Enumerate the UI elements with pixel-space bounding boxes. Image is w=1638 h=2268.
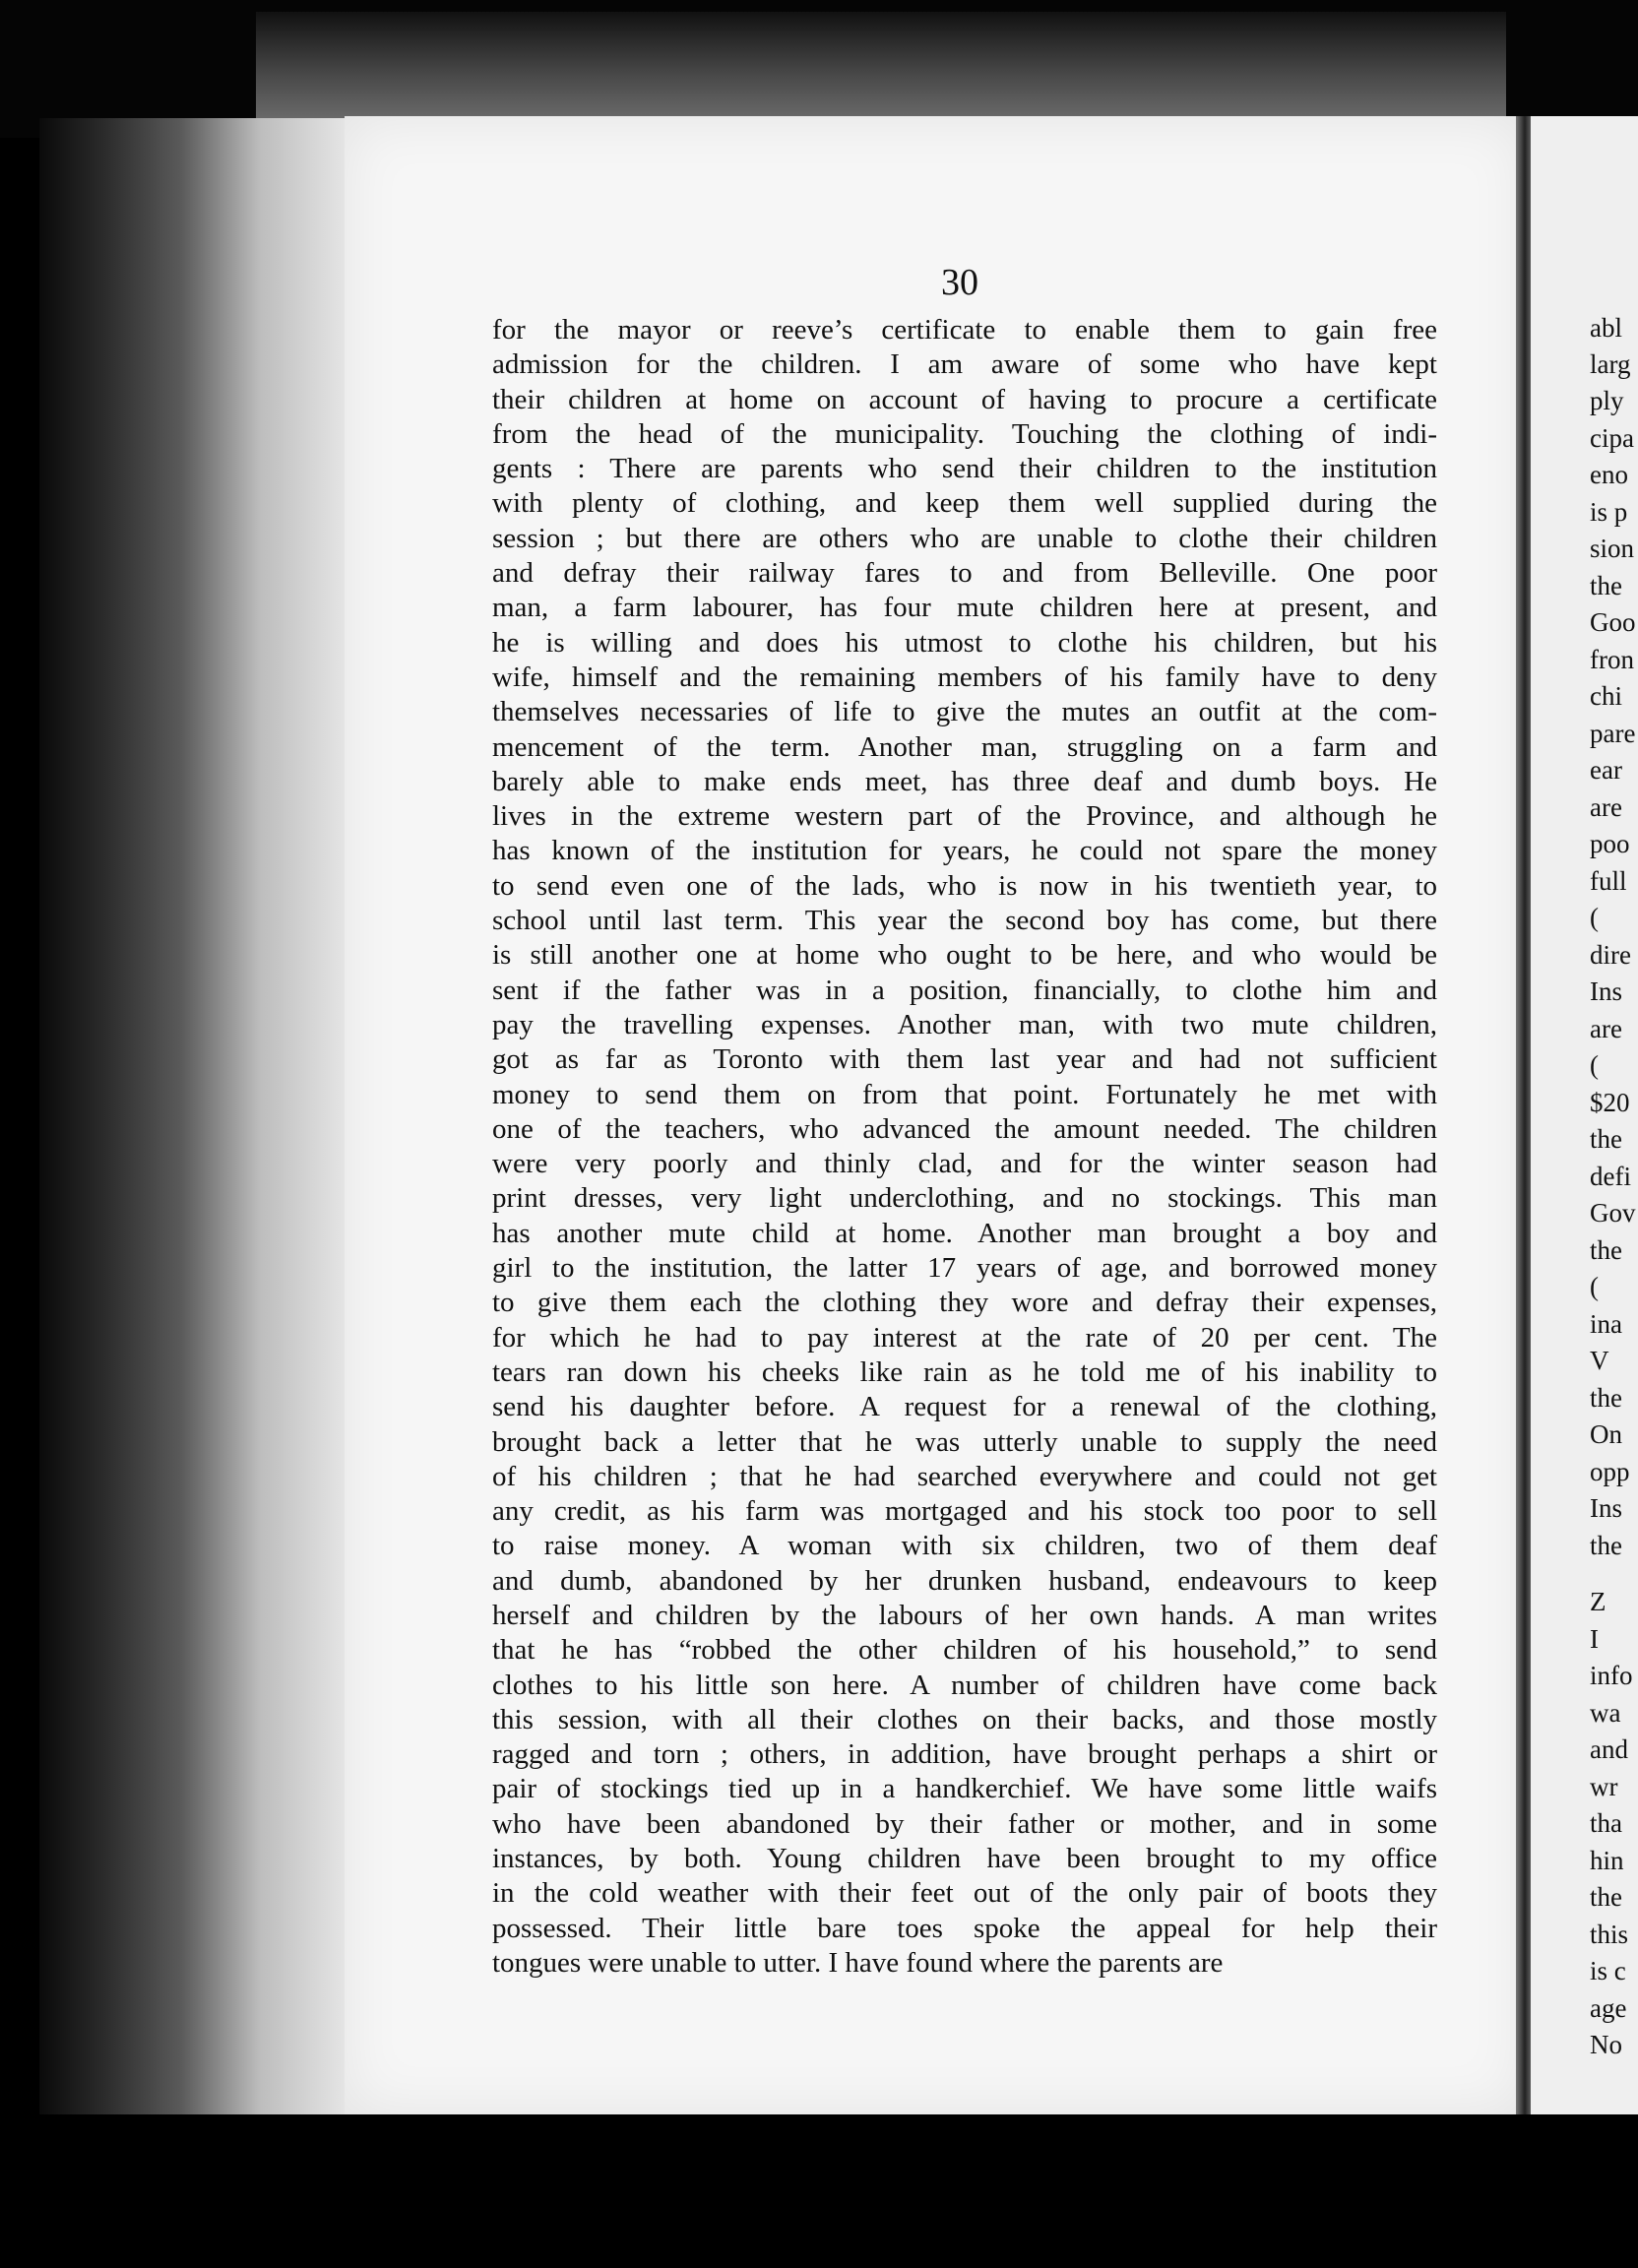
- facing-page-fragment: Ins: [1590, 1493, 1622, 1523]
- facing-page-fragment: the: [1590, 571, 1622, 600]
- text-line: brought back a letter that he was utterly unable to supply the need: [492, 1425, 1437, 1458]
- text-line: pair of stockings tied up in a handkerchief. We have some little waifs: [492, 1773, 1437, 1805]
- facing-page-fragment: Goo: [1590, 607, 1636, 637]
- text-line: for the mayor or reeve’s certificate to enable them to gain free: [492, 314, 1437, 346]
- facing-page-fragment: poo: [1590, 829, 1630, 858]
- text-line: their children at home on account of having to procure a certificate: [492, 383, 1437, 415]
- facing-page-fragment: ear: [1590, 755, 1622, 785]
- text-line: one of the teachers, who advanced the amount needed. The children: [492, 1112, 1437, 1145]
- facing-page-fragment: this: [1590, 1920, 1629, 1949]
- facing-page-fragment: cipa: [1590, 423, 1634, 453]
- facing-page-fragment: opp: [1590, 1457, 1630, 1486]
- facing-page-fragment: sion: [1590, 534, 1635, 563]
- facing-page-fragment: (: [1590, 1272, 1599, 1301]
- facing-page-fragment: is p: [1590, 497, 1628, 527]
- facing-page-fragment: Z: [1590, 1587, 1606, 1616]
- text-line: has another mute child at home. Another man brought a boy and: [492, 1217, 1437, 1249]
- facing-page-fragment: age: [1590, 1993, 1627, 2023]
- facing-page-fragment: are: [1590, 1014, 1622, 1043]
- page-number: 30: [941, 262, 978, 303]
- text-line: to raise money. A woman with six children, two of them deaf: [492, 1530, 1437, 1562]
- text-line: to give them each the clothing they wore and defray their expenses,: [492, 1287, 1437, 1319]
- facing-page-fragment: $20: [1590, 1088, 1630, 1117]
- text-line: tears ran down his cheeks like rain as he told me of his inability to: [492, 1355, 1437, 1388]
- text-line: school until last term. This year the second boy has come, but there: [492, 905, 1437, 937]
- text-line: he is willing and does his utmost to clothe his children, but his: [492, 626, 1437, 659]
- facing-page-fragment: the: [1590, 1882, 1622, 1912]
- facing-page-fragment: and: [1590, 1734, 1628, 1764]
- text-line: with plenty of clothing, and keep them well supplied during the: [492, 487, 1437, 520]
- text-line: themselves necessaries of life to give the mutes an outfit at the com-: [492, 696, 1437, 728]
- text-line: and defray their railway fares to and from Belleville. One poor: [492, 557, 1437, 590]
- scan-bottom-background: [0, 2114, 1638, 2268]
- text-line: girl to the institution, the latter 17 years of age, and borrowed money: [492, 1252, 1437, 1285]
- text-line: in the cold weather with their feet out of the only pair of boots they: [492, 1877, 1437, 1910]
- text-line: and dumb, abandoned by her drunken husband, endeavours to keep: [492, 1564, 1437, 1597]
- text-line: sent if the father was in a position, financially, to clothe him and: [492, 974, 1437, 1006]
- text-line: barely able to make ends meet, has three deaf and dumb boys. He: [492, 765, 1437, 797]
- text-line: from the head of the municipality. Touching the clothing of indi-: [492, 417, 1437, 450]
- facing-page-fragment: eno: [1590, 460, 1628, 489]
- text-line: ragged and torn ; others, in addition, have brought perhaps a shirt or: [492, 1738, 1437, 1771]
- page-body-text: [492, 313, 1437, 1981]
- facing-page-fragment: pare: [1590, 719, 1636, 748]
- facing-page-fragment: On: [1590, 1419, 1622, 1449]
- facing-page-fragment: the: [1590, 1531, 1622, 1560]
- facing-page-fragment: wa: [1590, 1698, 1621, 1728]
- text-line: instances, by both. Young children have been brought to my office: [492, 1843, 1437, 1875]
- text-line: mencement of the term. Another man, struggling on a farm and: [492, 730, 1437, 763]
- facing-page-fragment: abl: [1590, 313, 1622, 343]
- facing-page-fragment: tha: [1590, 1808, 1622, 1838]
- text-line: gents : There are parents who send their children to the institution: [492, 453, 1437, 485]
- text-line: for which he had to pay interest at the rate of 20 per cent. The: [492, 1321, 1437, 1354]
- text-line: clothes to his little son here. A number of children have come back: [492, 1669, 1437, 1701]
- facing-page-fragment: (: [1590, 1050, 1599, 1080]
- facing-page-fragment: wr: [1590, 1772, 1618, 1801]
- text-line: of his children ; that he had searched everywhere and could not get: [492, 1460, 1437, 1492]
- facing-page-fragment: fron: [1590, 645, 1634, 674]
- text-line: wife, himself and the remaining members of his family have to deny: [492, 661, 1437, 693]
- text-line: this session, with all their clothes on their backs, and those mostly: [492, 1703, 1437, 1735]
- book-top-edge: [256, 12, 1506, 120]
- facing-page-fragment: is c: [1590, 1956, 1626, 1985]
- text-line: has known of the institution for years, he could not spare the money: [492, 835, 1437, 867]
- text-line: pay the travelling expenses. Another man, with two mute children,: [492, 1008, 1437, 1040]
- facing-page-fragment: info: [1590, 1661, 1633, 1690]
- facing-page-fragment: the: [1590, 1235, 1622, 1265]
- facing-page-fragment: Gov: [1590, 1198, 1636, 1228]
- text-line: any credit, as his farm was mortgaged and his stock too poor to sell: [492, 1495, 1437, 1528]
- facing-page-fragment: full: [1590, 866, 1627, 896]
- facing-page-fragment: V: [1590, 1346, 1609, 1375]
- facing-page-fragment: are: [1590, 792, 1622, 822]
- facing-page-fragment: chi: [1590, 681, 1622, 711]
- facing-page-fragment: I: [1590, 1624, 1599, 1654]
- facing-page-fragment: hin: [1590, 1846, 1624, 1875]
- text-line: possessed. Their little bare toes spoke the appeal for help their: [492, 1912, 1437, 1944]
- facing-page-fragment: Ins: [1590, 976, 1622, 1006]
- facing-page-fragment: the: [1590, 1383, 1622, 1413]
- text-line: that he has “robbed the other children of his household,” to send: [492, 1634, 1437, 1667]
- facing-page-fragment: No: [1590, 2030, 1622, 2059]
- facing-page-fragment: ply: [1590, 386, 1624, 415]
- text-line: print dresses, very light underclothing, and no stockings. This man: [492, 1182, 1437, 1215]
- text-line: is still another one at home who ought to be here, and who would be: [492, 939, 1437, 972]
- text-line: send his daughter before. A request for a renewal of the clothing,: [492, 1391, 1437, 1423]
- facing-page-fragment: defi: [1590, 1162, 1631, 1191]
- facing-page-fragment: the: [1590, 1124, 1622, 1154]
- facing-page-fragment: ina: [1590, 1309, 1622, 1339]
- text-line: tongues were unable to utter. I have found where the parents are: [492, 1946, 1224, 1979]
- text-line: admission for the children. I am aware of some who have kept: [492, 348, 1437, 381]
- text-line: who have been abandoned by their father or mother, and in some: [492, 1807, 1437, 1840]
- text-line: got as far as Toronto with them last year and had not sufficient: [492, 1043, 1437, 1076]
- facing-page-fragment: (: [1590, 903, 1599, 932]
- facing-page-fragment: larg: [1590, 349, 1631, 379]
- text-line: man, a farm labourer, has four mute children here at present, and: [492, 592, 1437, 624]
- text-line: lives in the extreme western part of the Province, and although he: [492, 800, 1437, 833]
- book-page-edges-left: [39, 118, 354, 2116]
- text-line: herself and children by the labours of her own hands. A man writes: [492, 1599, 1437, 1631]
- text-line: money to send them on from that point. Fortunately he met with: [492, 1078, 1437, 1110]
- text-line: were very poorly and thinly clad, and for the winter season had: [492, 1148, 1437, 1180]
- facing-page-fragment: dire: [1590, 940, 1631, 970]
- text-line: session ; but there are others who are unable to clothe their children: [492, 522, 1437, 554]
- text-line: to send even one of the lads, who is now in his twentieth year, to: [492, 869, 1437, 902]
